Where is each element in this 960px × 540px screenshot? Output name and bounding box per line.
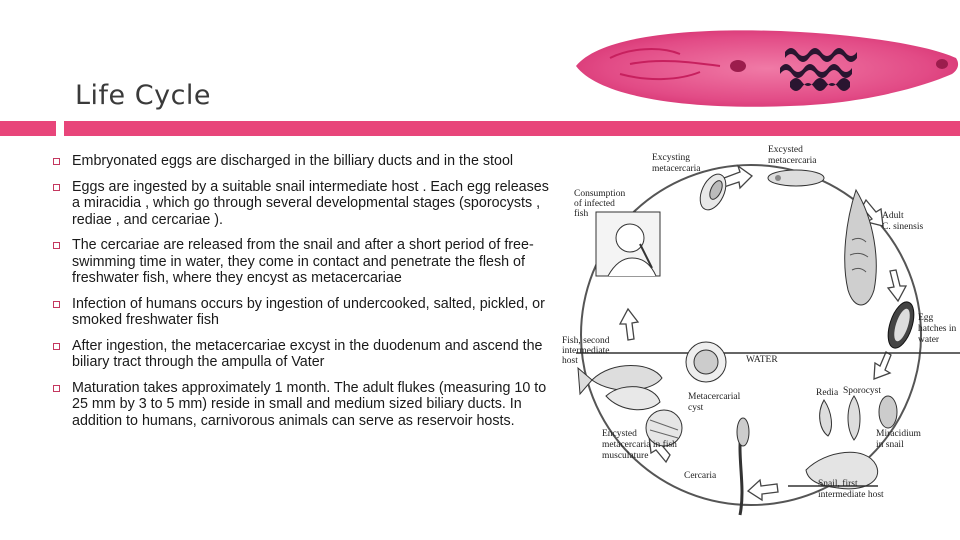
arrow-icon xyxy=(888,270,906,301)
bullet-text: Eggs are ingested by a suitable snail intermediate host . Each egg releases a miracidia , which go through several developmental stages (sporocysts , rediae , and cercariae ). xyxy=(72,178,549,228)
sporocyst-figure xyxy=(848,396,860,440)
human-consumption-figure xyxy=(596,212,660,276)
square-bullet-icon xyxy=(53,301,60,308)
label-consumption-2: of infected xyxy=(574,199,615,209)
label-encysted-3: musculature xyxy=(602,451,649,461)
label-miracidium-2: in snail xyxy=(876,440,904,450)
arrow-icon xyxy=(620,309,638,340)
liver-fluke-image xyxy=(570,18,960,114)
label-consumption-1: Consumption xyxy=(574,189,626,199)
bullet-text: Maturation takes approximately 1 month. The adult flukes (measuring 10 to 25 mm by 3 to 5 mm) reside in small and medium sized biliary ducts. In addition to humans, carnivorous animals can serve as reservoir hosts. xyxy=(72,379,547,429)
excysting-metacercaria-figure xyxy=(695,170,731,214)
label-metacercarial-cyst-1: Metacercarial xyxy=(688,392,741,402)
cercaria-figure xyxy=(737,418,749,515)
label-adult-1: Adult xyxy=(882,211,904,221)
bullet-text: After ingestion, the metacercariae excyst in the duodenum and ascend the biliary tract through the ampulla of Vater xyxy=(72,337,543,370)
label-egg-1: Egg xyxy=(918,313,934,323)
label-excysted-1: Excysted xyxy=(768,145,803,155)
label-egg-3: water xyxy=(918,335,940,345)
bullet-item xyxy=(40,237,555,287)
label-miracidium-1: Miracidium xyxy=(876,429,921,439)
metacercarial-cyst-figure xyxy=(686,342,726,382)
label-fish-host-3: host xyxy=(562,356,578,366)
slide-title: Life Cycle xyxy=(75,80,212,111)
square-bullet-icon xyxy=(53,184,60,191)
label-fish-host-2: intermediate xyxy=(562,346,610,356)
label-excysted-2: metacercaria xyxy=(768,156,817,166)
label-fish-host-1: Fish, second xyxy=(562,336,610,346)
fish-figure xyxy=(578,366,662,410)
label-egg-2: hatches in xyxy=(918,324,957,334)
label-consumption-3: fish xyxy=(574,209,589,219)
label-snail-2: intermediate host xyxy=(818,490,884,500)
label-encysted-1: Encysted xyxy=(602,429,637,439)
arrow-icon xyxy=(748,480,778,500)
label-redia: Redia xyxy=(816,388,839,398)
life-cycle-diagram xyxy=(556,140,960,520)
square-bullet-icon xyxy=(53,158,60,165)
bullet-item xyxy=(40,179,555,229)
bullet-item xyxy=(40,338,555,371)
bullet-list xyxy=(40,153,555,438)
square-bullet-icon xyxy=(53,242,60,249)
bullet-text: Embryonated eggs are discharged in the billiary ducts and in the stool xyxy=(72,153,514,169)
label-water: WATER xyxy=(746,355,778,365)
label-encysted-2: metacercaria in fish xyxy=(602,440,677,450)
title-divider-left xyxy=(0,121,56,136)
bullet-item xyxy=(40,153,555,170)
square-bullet-icon xyxy=(53,385,60,392)
excysted-metacercaria-figure xyxy=(768,170,824,186)
arrow-icon xyxy=(874,352,891,379)
bullet-item xyxy=(40,380,555,430)
square-bullet-icon xyxy=(53,343,60,350)
redia-figure xyxy=(820,400,832,436)
label-excysting-1: Excysting xyxy=(652,153,690,163)
title-divider-right xyxy=(64,121,960,136)
label-excysting-2: metacercaria xyxy=(652,164,701,174)
bullet-text: The cercariae are released from the snail and after a short period of free-swimming time in water, they come in contact and penetrate the flesh of freshwater fish, where they encyst as metacercariae xyxy=(72,237,534,286)
label-adult-2: C. sinensis xyxy=(882,222,924,232)
egg-figure xyxy=(883,299,919,351)
label-cercaria: Cercaria xyxy=(684,471,717,481)
arrow-icon xyxy=(724,166,752,188)
label-metacercarial-cyst-2: cyst xyxy=(688,403,704,413)
bullet-text: Infection of humans occurs by ingestion of undercooked, salted, pickled, or smoked freshwater fish xyxy=(72,295,545,328)
label-snail-1: Snail, first xyxy=(818,479,858,489)
miracidium-figure xyxy=(879,396,897,428)
bullet-item xyxy=(40,296,555,329)
label-sporocyst: Sporocyst xyxy=(843,386,881,396)
